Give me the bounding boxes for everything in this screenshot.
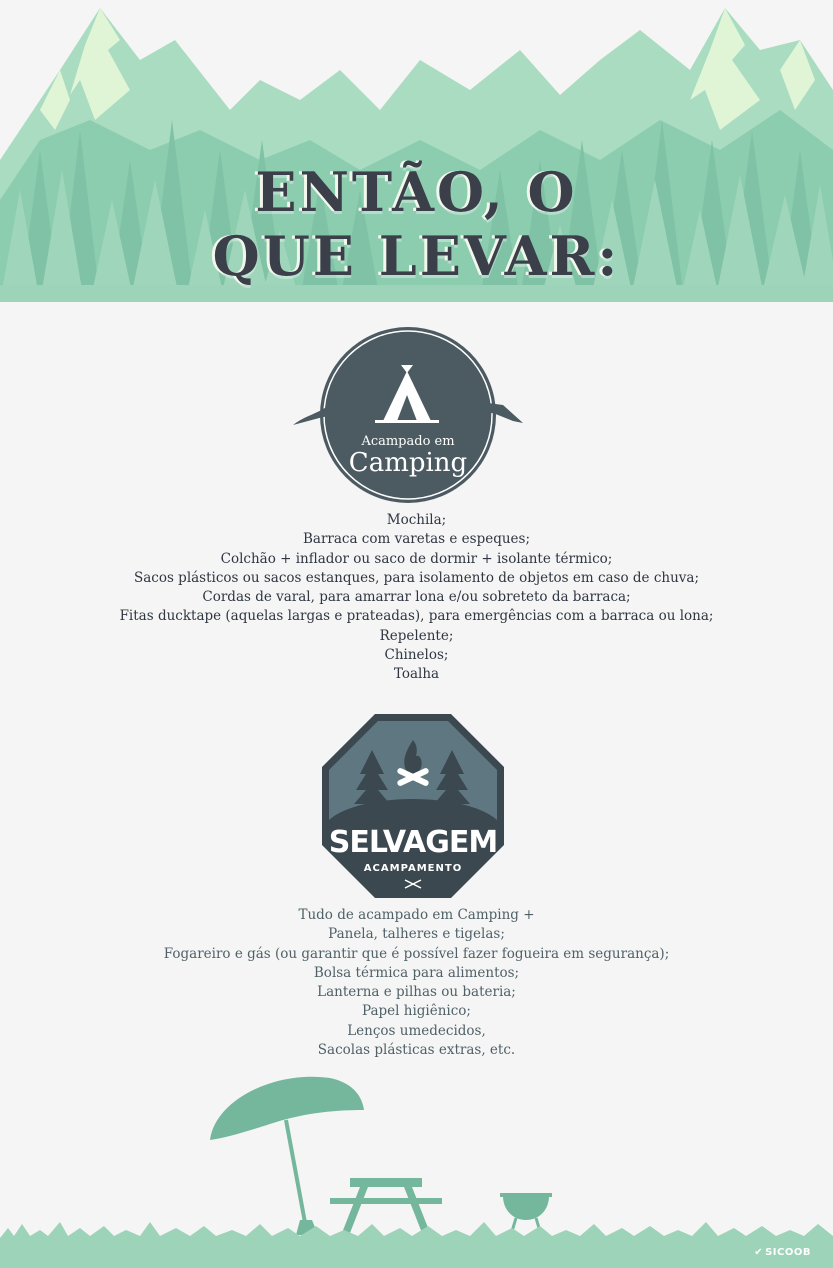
wild-checklist xyxy=(0,906,833,1060)
list-item: Bolsa térmica para alimentos; xyxy=(313,964,520,981)
page-title-line-2: QUE LEVAR: xyxy=(212,224,621,288)
list-item: Panela, talheres e tigelas; xyxy=(328,926,505,943)
list-item: Toalha xyxy=(393,666,440,683)
brand-name: SICOOB xyxy=(765,1247,811,1258)
list-item: Papel higiênico; xyxy=(362,1003,471,1020)
wild-badge-title: SELVAGEM xyxy=(328,825,498,860)
picnic-scene xyxy=(0,1070,833,1268)
wild-badge-subtitle: ACAMPAMENTO xyxy=(363,863,463,874)
list-item: Fogareiro e gás (ou garantir que é possível fazer fogueira em segurança); xyxy=(163,945,670,962)
footer-illustration xyxy=(0,1070,833,1268)
list-item: Lanterna e pilhas ou bateria; xyxy=(317,984,516,1001)
list-item: Repelente; xyxy=(379,627,454,644)
camping-badge-subtitle: Acampado em xyxy=(361,434,455,449)
wild-badge-graphic xyxy=(320,712,506,900)
list-item: Chinelos; xyxy=(384,647,449,664)
list-item: Sacos plásticos ou sacos estanques, para isolamento de objetos em caso de chuva; xyxy=(133,569,700,586)
camping-badge-graphic xyxy=(293,325,523,505)
list-item: Fitas ducktape (aquelas largas e prateadas), para emergências com a barraca ou lona; xyxy=(119,608,714,625)
header-banner xyxy=(0,0,833,302)
umbrella-icon xyxy=(210,1077,364,1235)
list-item: Colchão + inflador ou saco de dormir + isolante térmico; xyxy=(220,550,613,567)
list-item: Sacolas plásticas extras, etc. xyxy=(317,1042,516,1059)
list-item: Lenços umedecidos, xyxy=(347,1022,486,1039)
camping-badge xyxy=(293,325,523,505)
camping-checklist xyxy=(0,511,833,685)
list-item: Barraca com varetas e espeques; xyxy=(302,531,531,548)
wild-camping-badge xyxy=(320,712,506,900)
check-mark-icon: ✔ xyxy=(754,1247,764,1258)
list-item: Mochila; xyxy=(386,512,447,528)
list-item: Tudo de acampado em Camping + xyxy=(298,907,535,923)
brand-logo xyxy=(754,1247,811,1258)
list-item: Cordas de varal, para amarrar lona e/ou sobreteto da barraca; xyxy=(202,589,631,606)
page-title-line-1: ENTÃO, O xyxy=(255,160,578,224)
camping-badge-title: Camping xyxy=(348,448,468,478)
